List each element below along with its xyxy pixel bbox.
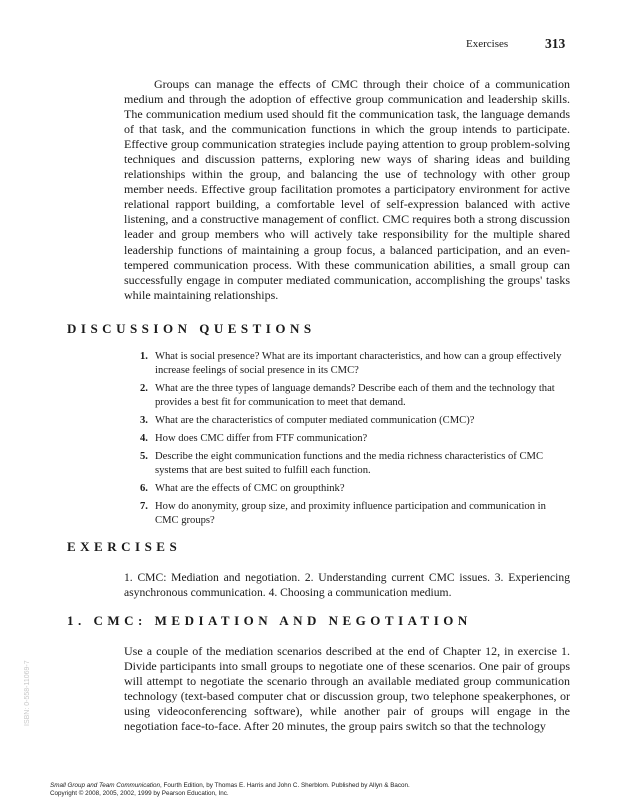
discussion-question [140, 414, 572, 428]
question-number: 4. [140, 433, 148, 444]
discussion-question [140, 450, 572, 478]
page-number: 313 [545, 36, 566, 51]
discussion-question [140, 382, 572, 410]
exercise-1-text: Use a couple of the mediation scenarios described at the end of Chapter 12, in exercise 1. Divide participants into small groups to negotiate one of these scenarios. One pair of groups will attempt to negotiate the scenario through an available mediated group communication technology (text-based computer chat or discussion group, two telephone speakerphones, or using videoconferencing software), while another pair of groups will engage in the negotiation face-to-face. After 20 minutes, the group pairs switch so that the technology [124, 644, 570, 734]
discussion-question [140, 350, 572, 378]
isbn-margin-text: ISBN: 0-558-11069-7 [24, 660, 31, 726]
question-text: What are the effects of CMC on groupthink? [155, 483, 345, 494]
discussion-questions-heading: DISCUSSION QUESTIONS [67, 321, 316, 336]
question-text: How do anonymity, group size, and proximity influence participation and communication in CMC groups? [155, 501, 546, 526]
discussion-question [140, 500, 572, 528]
running-header-section: Exercises [466, 38, 509, 50]
footer-book-title: Small Group and Team Communication [50, 782, 161, 789]
footer-line-1 [50, 782, 410, 790]
question-text: Describe the eight communication functions and the media richness characteristics of CMC systems that are best suited to fulfill each function. [155, 451, 544, 476]
question-number: 2. [140, 383, 148, 394]
discussion-question-list [140, 350, 572, 532]
exercises-heading: EXERCISES [67, 539, 182, 554]
discussion-question [140, 432, 572, 446]
question-text: How does CMC differ from FTF communication? [155, 433, 368, 444]
intro-paragraph: Groups can manage the effects of CMC through their choice of a communication medium and through the adoption of effective group communication and leadership skills. The communication medium used should fit the communication task, the language demands of that task, and the communication functions in which the group intends to participate. Effective group communication strategies include paying attention to group problem-solving techniques and discussion patterns, exploring new ways of sharing ideas and building relationships within the group, and balancing the use of technology with other group member needs. Effective group facilitation promotes a participatory environment for active relational rapport building, a comfortable level of self-expression balanced with active listening, and a constructive management of conflict. CMC requires both a strong discussion leader and group members who will actively take responsibility for the multiple shared leadership functions of maintaining a group focus, a balanced participation, and an even-tempered communication process. With these communication abilities, a small group can successfully engage in computer mediated communication, accomplishing the groups' tasks while maintaining relationships. [124, 77, 570, 302]
question-number: 7. [140, 501, 148, 512]
question-number: 3. [140, 415, 148, 426]
question-text: What are the three types of language demands? Describe each of them and the technology that provides a best fit for communication to meet that demand. [155, 383, 555, 408]
question-number: 1. [140, 351, 148, 362]
footer-copyright: Copyright © 2008, 2005, 2002, 1999 by Pearson Education, Inc. [50, 790, 229, 797]
discussion-question [140, 482, 572, 496]
question-text: What is social presence? What are its important characteristics, and how can a group effectively increase feelings of social presence in its CMC? [155, 351, 562, 376]
question-number: 5. [140, 451, 148, 462]
footer-edition-info: , Fourth Edition, by Thomas E. Harris and John C. Sherblom. Published by Allyn & Bacon. [160, 782, 410, 789]
question-text: What are the characteristics of computer mediated communication (CMC)? [155, 415, 475, 426]
copyright-footer [50, 782, 410, 798]
exercise-1-heading: 1. CMC: MEDIATION AND NEGOTIATION [67, 613, 472, 628]
exercises-summary: 1. CMC: Mediation and negotiation. 2. Understanding current CMC issues. 3. Experiencing asynchronous communication. 4. Choosing a communication medium. [124, 571, 570, 600]
question-number: 6. [140, 483, 148, 494]
